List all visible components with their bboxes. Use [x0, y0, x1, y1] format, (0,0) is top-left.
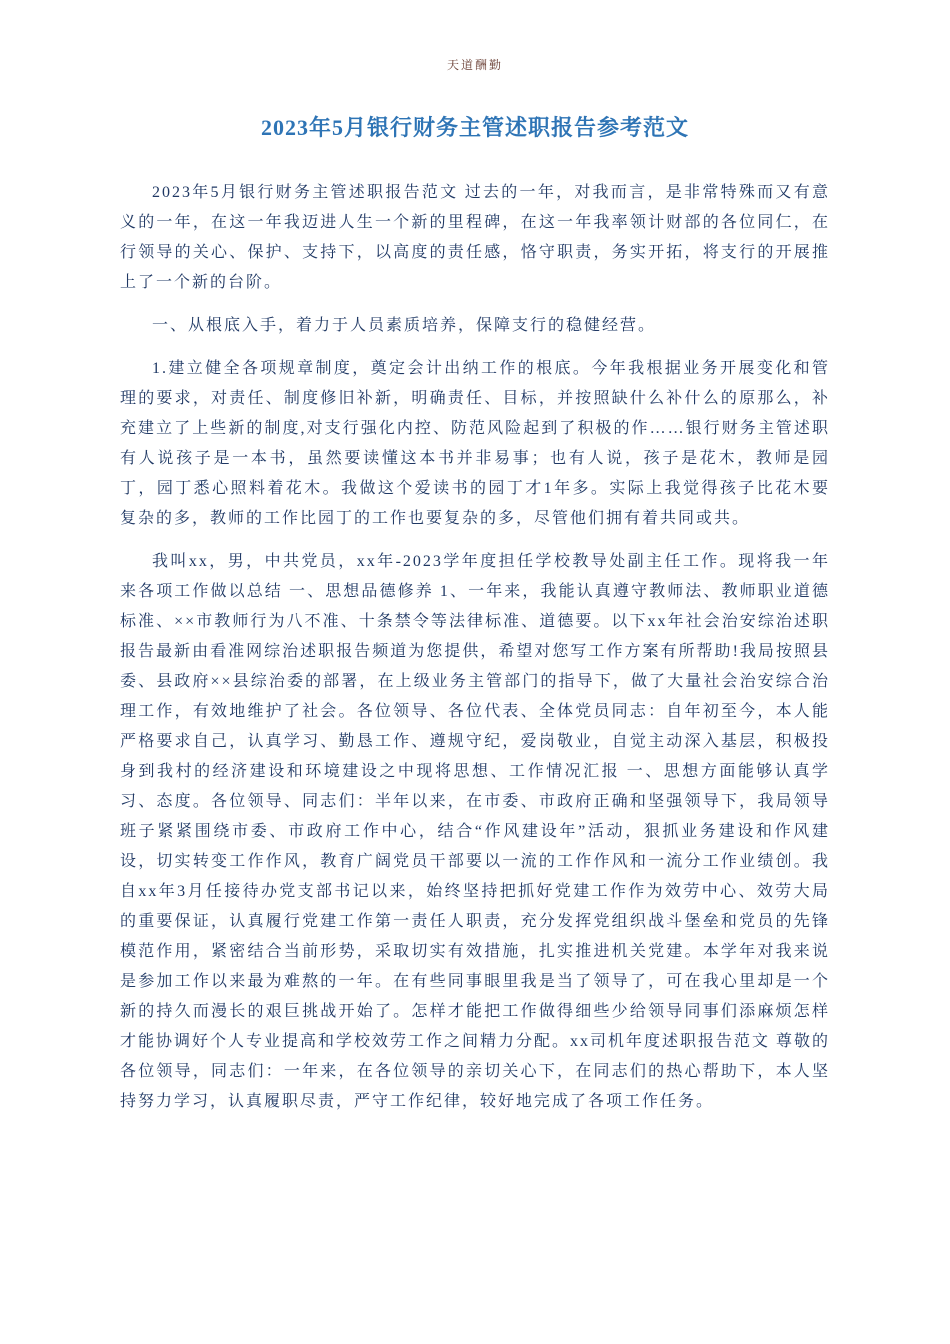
header-motto-text: 天道酬勤	[446, 58, 503, 72]
document-body	[120, 178, 830, 1117]
document-title: 2023年5月银行财务主管述职报告参考范文	[260, 115, 689, 140]
body-paragraph: 2023年5月银行财务主管述职报告范文 过去的一年，对我而言，是非常特殊而又有意义的一年，在这一年我迈进人生一个新的里程碑，在这一年我率领计财部的各位同仁，在行领导的关心、保护、支持下，以高度的责任感，恪守职责，务实开拓，将支行的开展推上了一个新的台阶。	[120, 184, 830, 291]
body-paragraph: 1.建立健全各项规章制度，奠定会计出纳工作的根底。今年我根据业务开展变化和管理的要求，对责任、制度修旧补新，明确责任、目标，并按照缺什么补什么的原那么，补充建立了上些新的制度,对支行强化内控、防范风险起到了积极的作……银行财务主管述职有人说孩子是一本书，虽然要读懂这本书并非易事；也有人说，孩子是花木，教师是园丁，园丁悉心照料着花木。我做这个爱读书的园丁才1年多。实际上我觉得孩子比花木要复杂的多，教师的工作比园丁的工作也要复杂的多，尽管他们拥有着共同或共。	[120, 360, 830, 527]
document-header	[120, 56, 830, 73]
body-paragraph: 我叫xx，男，中共党员，xx年-2023学年度担任学校教导处副主任工作。现将我一年来各项工作做以总结 一、思想品德修养 1、一年来，我能认真遵守教师法、教师职业道德标准、××市教师行为八不准、十条禁令等法律标准、道德要。以下xx年社会治安综治述职报告最新由看准网综治述职报告频道为您提供，希望对您写工作方案有所帮助!我局按照县委、县政府××县综治委的部署，在上级业务主管部门的指导下，做了大量社会治安综合治理工作，有效地维护了社会。各位领导、各位代表、全体党员同志：自年初至今，本人能严格要求自己，认真学习、勤恳工作、遵规守纪，爱岗敬业，自觉主动深入基层，积极投身到我村的经济建设和环境建设之中现将思想、工作情况汇报 一、思想方面能够认真学习、态度。各位领导、同志们：半年以来，在市委、市政府正确和坚强领导下，我局领导班子紧紧围绕市委、市政府工作中心，结合“作风建设年”活动，狠抓业务建设和作风建设，切实转变工作作风，教育广阔党员干部要以一流的工作作风和一流分工作业绩创。我自xx年3月任接待办党支部书记以来，始终坚持把抓好党建工作作为效劳中心、效劳大局的重要保证，认真履行党建工作第一责任人职责，充分发挥党组织战斗堡垒和党员的先锋模范作用，紧密结合当前形势，采取切实有效措施，扎实推进机关党建。本学年对我来说是参加工作以来最为难熬的一年。在有些同事眼里我是当了领导了，可在我心里却是一个新的持久而漫长的艰巨挑战开始了。怎样才能把工作做得细些少给领导同事们添麻烦怎样才能协调好个人专业提高和学校效劳工作之间精力分配。xx司机年度述职报告范文 尊敬的各位领导，同志们：一年来，在各位领导的亲切关心下，在同志们的热心帮助下，本人坚持努力学习，认真履职尽责，严守工作纪律，较好地完成了各项工作任务。	[120, 553, 831, 1110]
body-paragraph: 一、从根底入手，着力于人员素质培养，保障支行的稳健经营。	[152, 317, 657, 334]
